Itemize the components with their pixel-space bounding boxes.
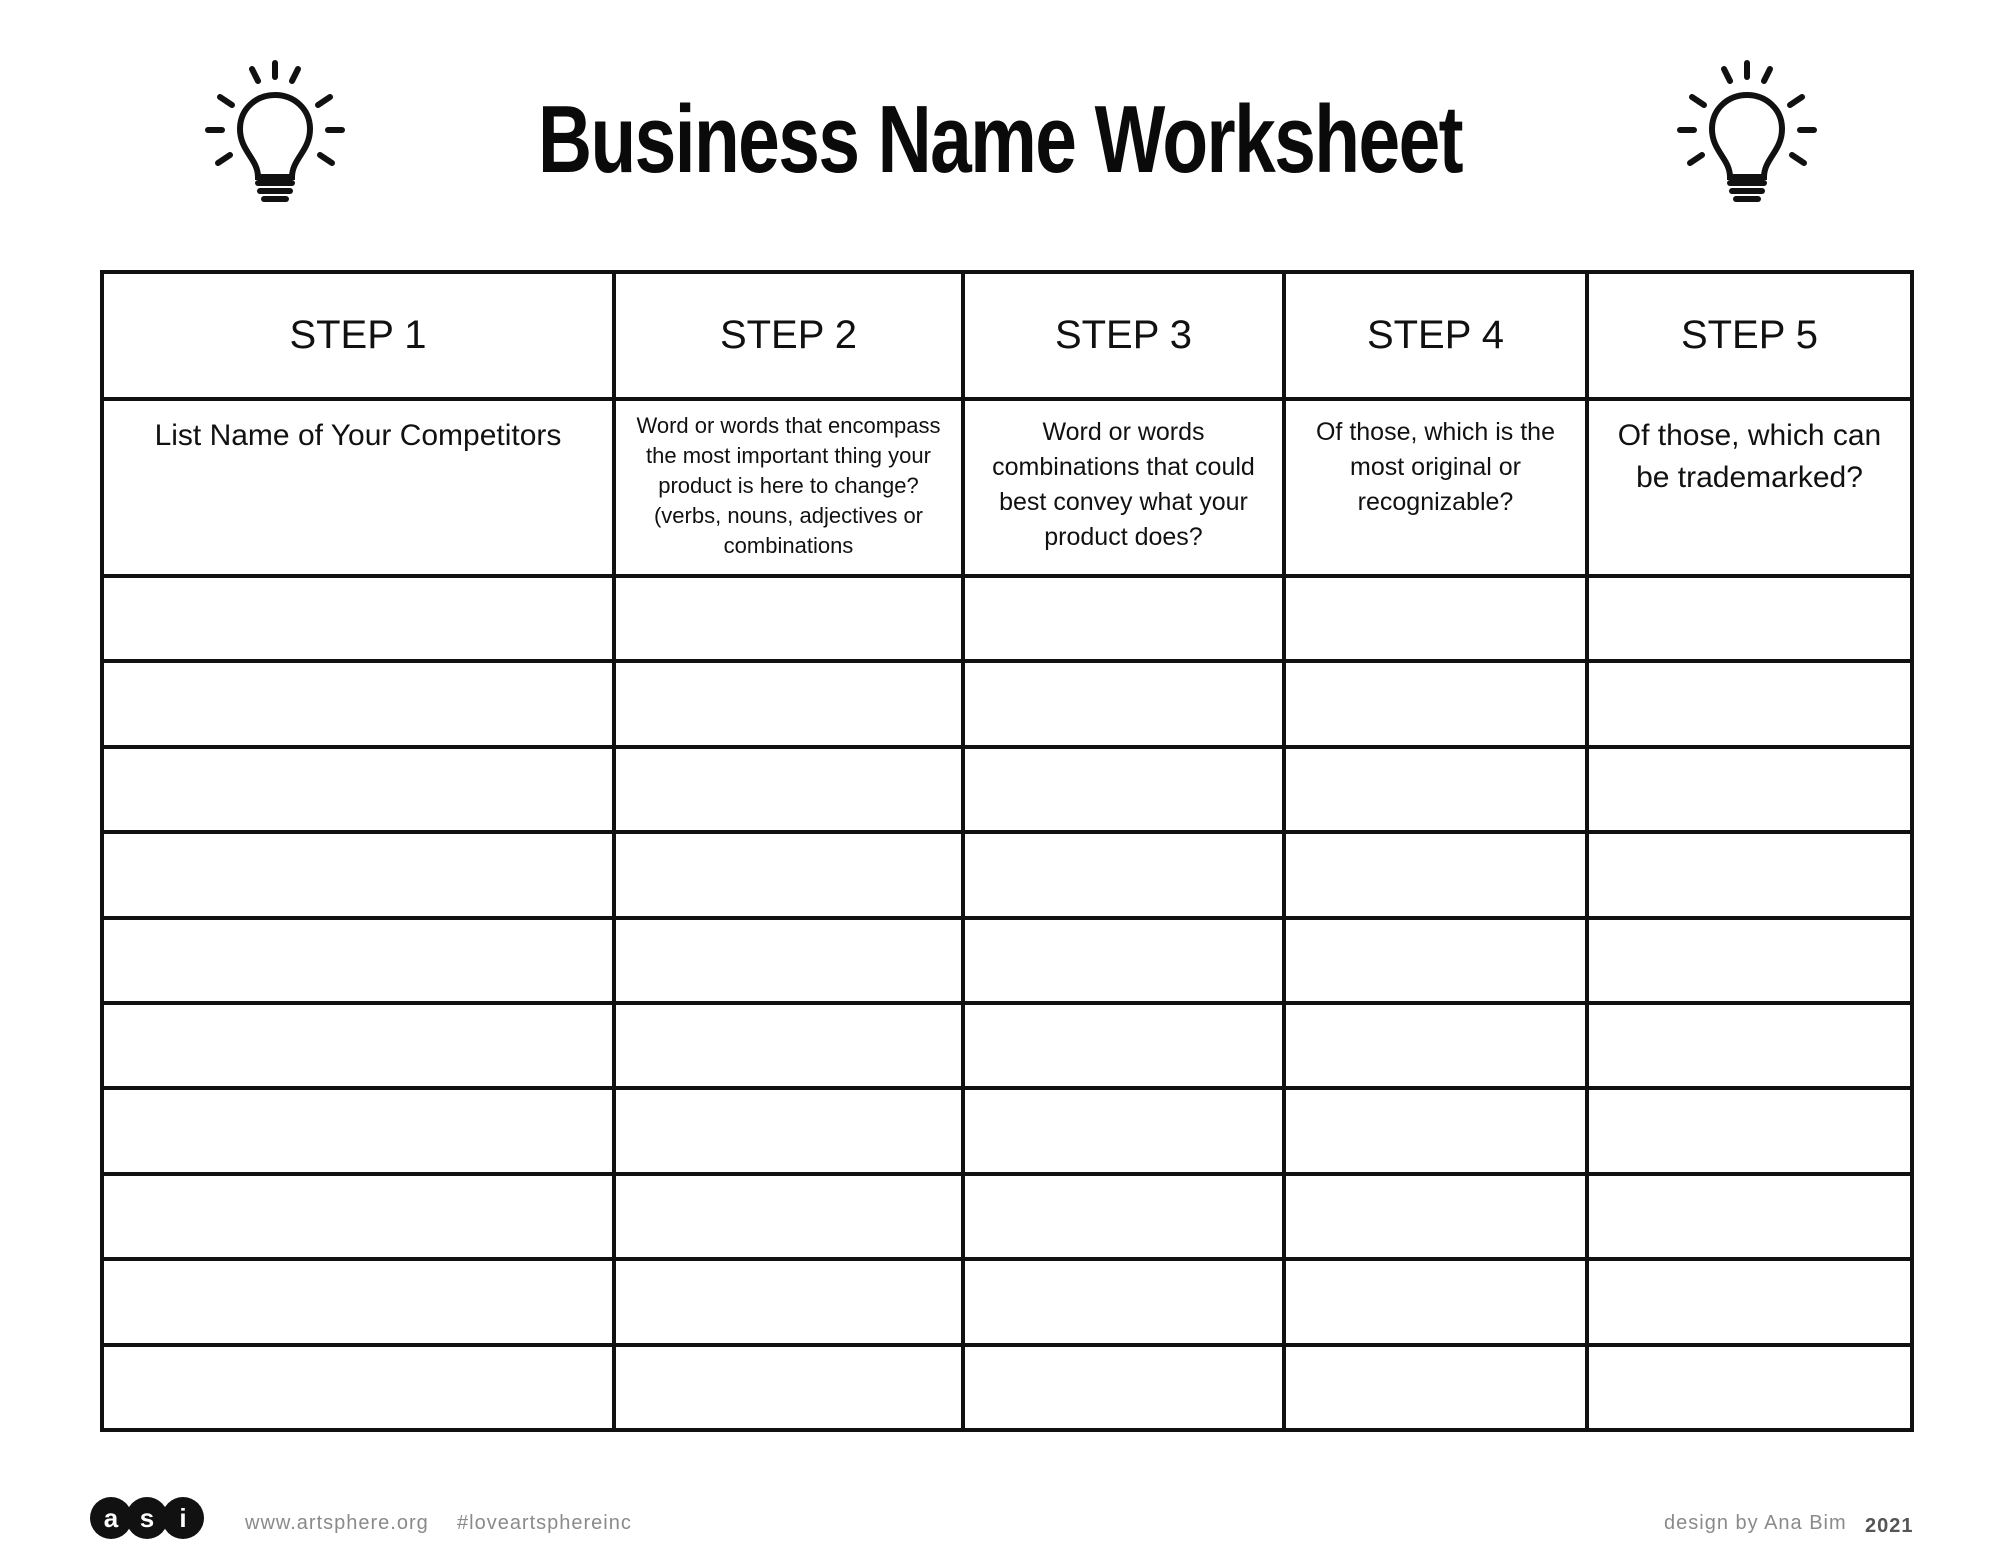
step-4-description-cell [1284, 399, 1587, 576]
step-3-entry-cell[interactable] [963, 1345, 1284, 1430]
step-1-entry-cell[interactable] [102, 918, 614, 1003]
step-1-header: STEP 1 [102, 272, 614, 399]
step-2-entry-cell[interactable] [614, 918, 963, 1003]
blank-row [102, 1003, 1912, 1088]
lightbulb-icon [1672, 55, 1822, 205]
step-1-entry-cell[interactable] [102, 1003, 614, 1088]
step-5-entry-cell[interactable] [1587, 661, 1912, 746]
step-1-entry-cell[interactable] [102, 1088, 614, 1173]
step-3-entry-cell[interactable] [963, 576, 1284, 661]
step-1-entry-cell[interactable] [102, 1259, 614, 1344]
step-4-entry-cell[interactable] [1284, 1088, 1587, 1173]
blank-row [102, 1174, 1912, 1259]
blank-row [102, 1088, 1912, 1173]
blank-row [102, 576, 1912, 661]
step-4-entry-cell[interactable] [1284, 1174, 1587, 1259]
step-3-entry-cell[interactable] [963, 1088, 1284, 1173]
step-3-description-cell [963, 399, 1284, 576]
step-1-entry-cell[interactable] [102, 832, 614, 917]
footer-design-credit: design by Ana Bim [1664, 1512, 1847, 1534]
step-2-entry-cell[interactable] [614, 832, 963, 917]
step-5-entry-cell[interactable] [1587, 832, 1912, 917]
worksheet-table [100, 270, 1914, 1432]
footer-hashtag: #loveartsphereinc [457, 1512, 632, 1534]
logo-letter: a [90, 1497, 132, 1539]
step-5-description-cell [1587, 399, 1912, 576]
blank-row [102, 918, 1912, 1003]
step-2-entry-cell[interactable] [614, 576, 963, 661]
step-5-entry-cell[interactable] [1587, 747, 1912, 832]
step-5-entry-cell[interactable] [1587, 918, 1912, 1003]
step-2-entry-cell[interactable] [614, 1088, 963, 1173]
footer-year: 2021 [1865, 1515, 1914, 1537]
step-5-entry-cell[interactable] [1587, 1088, 1912, 1173]
footer-url[interactable]: www.artsphere.org [245, 1512, 429, 1534]
step-4-entry-cell[interactable] [1284, 832, 1587, 917]
logo-letter: s [126, 1497, 168, 1539]
logo-letter: i [162, 1497, 204, 1539]
step-1-entry-cell[interactable] [102, 1174, 614, 1259]
step-3-entry-cell[interactable] [963, 1003, 1284, 1088]
step-1-entry-cell[interactable] [102, 1345, 614, 1430]
step-5-entry-cell[interactable] [1587, 1345, 1912, 1430]
step-2-entry-cell[interactable] [614, 1174, 963, 1259]
asi-logo [90, 1497, 198, 1539]
step-4-description: Of those, which is the most original or recognizable? [1315, 418, 1555, 516]
step-5-entry-cell[interactable] [1587, 576, 1912, 661]
step-4-header: STEP 4 [1284, 272, 1587, 399]
step-3-description: Word or words combinations that could best convey what your product does? [992, 418, 1255, 551]
step-4-entry-cell[interactable] [1284, 576, 1587, 661]
step-1-entry-cell[interactable] [102, 747, 614, 832]
step-1-entry-cell[interactable] [102, 576, 614, 661]
step-2-entry-cell[interactable] [614, 747, 963, 832]
step-3-entry-cell[interactable] [963, 1174, 1284, 1259]
step-description-row [102, 399, 1912, 576]
step-2-entry-cell[interactable] [614, 1259, 963, 1344]
step-2-description-cell [614, 399, 963, 576]
blank-row [102, 661, 1912, 746]
step-2-entry-cell[interactable] [614, 1345, 963, 1430]
blank-row [102, 832, 1912, 917]
step-1-description: List Name of Your Competitors [154, 419, 562, 452]
step-1-description-cell [102, 399, 614, 576]
step-4-entry-cell[interactable] [1284, 918, 1587, 1003]
step-3-entry-cell[interactable] [963, 918, 1284, 1003]
step-4-entry-cell[interactable] [1284, 661, 1587, 746]
step-5-header: STEP 5 [1587, 272, 1912, 399]
step-header-row [102, 272, 1912, 399]
step-5-entry-cell[interactable] [1587, 1003, 1912, 1088]
step-2-header: STEP 2 [614, 272, 963, 399]
step-4-entry-cell[interactable] [1284, 1345, 1587, 1430]
step-4-entry-cell[interactable] [1284, 1259, 1587, 1344]
step-5-entry-cell[interactable] [1587, 1174, 1912, 1259]
step-4-entry-cell[interactable] [1284, 1003, 1587, 1088]
step-4-entry-cell[interactable] [1284, 747, 1587, 832]
step-3-entry-cell[interactable] [963, 832, 1284, 917]
step-2-entry-cell[interactable] [614, 661, 963, 746]
step-3-entry-cell[interactable] [963, 661, 1284, 746]
step-3-header: STEP 3 [963, 272, 1284, 399]
blank-row [102, 1259, 1912, 1344]
step-5-description: Of those, which can be trademarked? [1617, 419, 1882, 494]
step-2-entry-cell[interactable] [614, 1003, 963, 1088]
step-2-description: Word or words that encompass the most important thing your product is here to change? (verbs, nouns, adjectives or combinations [636, 413, 941, 558]
page-title: Business Name Worksheet [537, 86, 1463, 193]
step-3-entry-cell[interactable] [963, 1259, 1284, 1344]
step-5-entry-cell[interactable] [1587, 1259, 1912, 1344]
step-3-entry-cell[interactable] [963, 747, 1284, 832]
blank-row [102, 1345, 1912, 1430]
step-1-entry-cell[interactable] [102, 661, 614, 746]
blank-row [102, 747, 1912, 832]
